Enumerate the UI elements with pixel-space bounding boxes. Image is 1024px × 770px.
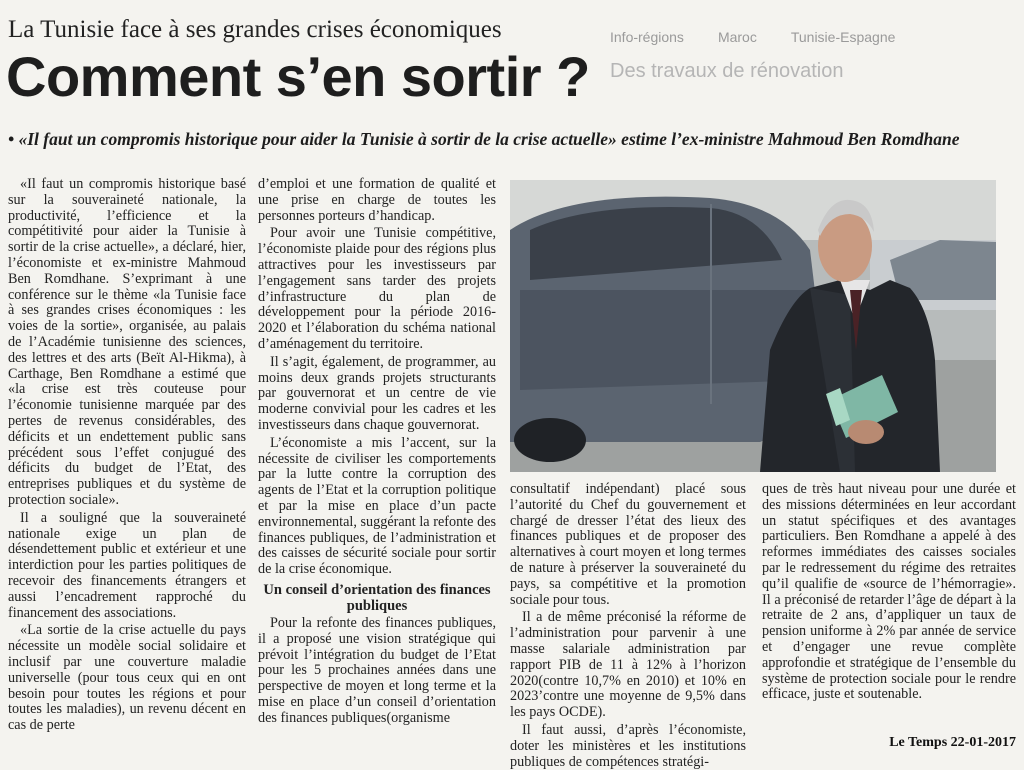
section-tag: Info-régions xyxy=(610,29,684,45)
lead-paragraph: • «Il faut un compromis historique pour aider la Tunisie à sortir de la crise actuelle» estime l’ex-ministre Mahmoud Ben Romdhane xyxy=(8,129,960,149)
paragraph: d’emploi et une formation de qualité et une prise en charge de toutes les personnes porteurs d’handicap. xyxy=(258,176,496,224)
article-column-3 xyxy=(510,481,746,770)
headline: Comment s’en sortir ? xyxy=(6,45,590,108)
photo-illustration xyxy=(510,180,996,472)
source-credit: Le Temps 22-01-2017 xyxy=(889,735,1016,750)
article-column-1 xyxy=(8,177,246,757)
article-column-4 xyxy=(762,482,1016,744)
paragraph: Pour avoir une Tunisie compétitive, l’économiste plaide pour des régions plus attractives pour les investisseurs par l’engagement sans tarder des projets d’infrastructure du plan de développement pour la période 2016-2020 et l’élaboration du schéma national d’aménagement du territoire. xyxy=(258,225,496,352)
paragraph: L’économiste a mis l’accent, sur la nécessite de civiliser les comportements par la lutte contre la corruption des agents de l’Etat et la corruption politique et par la mise en place d’un pacte environnemental, suggérant la refonte des finances publiques, de l’administration et des caisses de sécurité sociale pour sortir de la crise économique. xyxy=(258,434,496,578)
adjacent-page-fragment xyxy=(610,28,1020,98)
article-column-2 xyxy=(258,177,496,757)
paragraph: Il a de même préconisé la réforme de l’administration pour parvenir à une masse salariale administration par rapport PIB de 11 à 12% à l’horizon 2020(contre 10,7% en 2010) et 10% en 2023’contre une moyenne de 9,5% dans les pays OCDE). xyxy=(510,609,746,721)
paragraph: «La sortie de la crise actuelle du pays nécessite un modèle social solidaire et inclusif par une couverture maladie universelle (pour tous ceux qui en ont besoin pour toutes les régions et pour toutes les maladies), un revenu décent en cas de perte xyxy=(8,622,246,734)
article-photo xyxy=(510,180,996,472)
paragraph: Pour la refonte des finances publiques, il a proposé une vision stratégique qui prévoit l’intégration du budget de l’Etat pour les 5 prochaines années dans une perspective de moyen et long terme et la mise en place d’un conseil d’orientation des finances publiques(organisme xyxy=(258,614,496,726)
paragraph: «Il faut un compromis historique basé sur la souveraineté nationale, la productivité, l’efficience et la compétitivité pour aider la Tunisie à sortir de la crise actuelle», a déclaré, hier, l’économiste et ex-ministre Mahmoud Ben Romdhane. S’exprimant à une conférence sur le thème «la Tunisie face à ses grandes crises économiques : les voies de la sortie», organisée, au palais de l’Académie tunisienne des sciences, des lettres et des arts (Beït Al-Hikma), à Carthage, Ben Romdhane a estimé que «la crise est très couteuse pour l’économie tunisienne marquée par des pertes de revenus considérables, des déficits et un endettement public sans précédent sous l’effet conjugué des déficits du budget de l’Etat, des entreprises publiques et du système de protection sociale». xyxy=(8,176,246,508)
faded-headline: Des travaux de rénovation xyxy=(610,60,844,82)
section-tag: Tunisie-Espagne xyxy=(790,29,896,45)
kicker-title: La Tunisie face à ses grandes crises économiques xyxy=(8,16,502,43)
paragraph: Il s’agit, également, de programmer, au moins deux grands projets structurants par gouvernorat et un centre de vie moderne convivial pour les cadres et les investisseurs dans chaque gouvernorat. xyxy=(258,353,496,433)
paragraph: Il a souligné que la souveraineté nationale exige un plan de désendettement public et extérieur et une interdiction pour les parties politiques de recevoir des financements étrangers et aussi l’encadrement rapproché du financement des associations. xyxy=(8,509,246,621)
subheading: Un conseil d’orientation des finances publiques xyxy=(263,581,491,614)
paragraph: consultatif indépendant) placé sous l’autorité du Chef du gouvernement et chargé de dresser l’état des lieux des finances publiques et de proposer des alternatives à court moyen et long termes de nature à préserver la souveraineté du pays, sa compétitive et la promotion sociale pour tous. xyxy=(510,481,746,608)
paragraph: ques de très haut niveau pour une durée et des missions déterminées en leur accordant un statut spécifiques et des avantages particuliers. Ben Romdhane a appelé à des reformes immédiates des caisses sociales par le redressement du régime des retraites qu’il qualifie de «source de l’hémorragie». Il a préconisé de retarder l’âge de départ à la retraite de 2 ans, d’appliquer un taux de pension uniforme à 2% par année de service et d’engager une revue complète approfondie et stratégique de l’ensemble du système de protection sociale pour le rendre efficace, juste et soutenable. xyxy=(762,481,1016,703)
section-tag: Maroc xyxy=(717,29,757,45)
paragraph: Il faut aussi, d’après l’économiste, doter les ministères et les institutions publiques de compétences stratégi- xyxy=(510,721,746,770)
